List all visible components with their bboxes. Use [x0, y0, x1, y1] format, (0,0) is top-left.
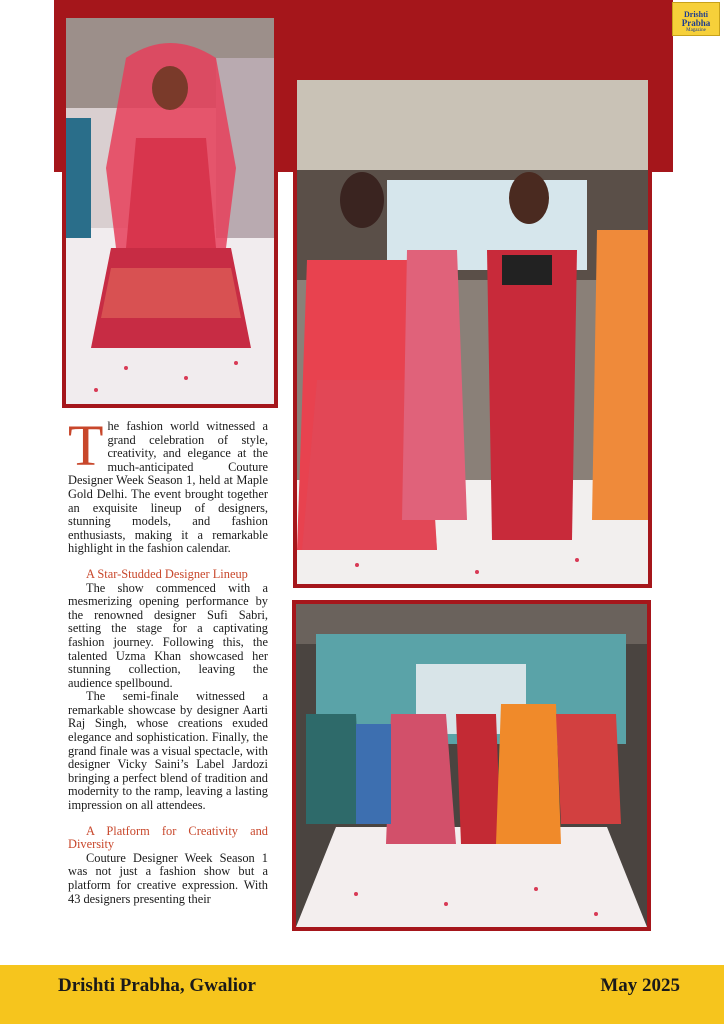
section-heading-platform: A Platform for Creativity and Diversity: [68, 823, 268, 852]
lineup-paragraph-1: The show commenced with a mesmerizing opening performance by the renowned designer Sufi Sabri, setting the stage for a captivating fashion journey. Following this, the talented Uzma Khan showcased her stunning collection, leaving the audience spellbound.: [68, 580, 268, 690]
section-heading-lineup: A Star-Studded Designer Lineup: [86, 566, 248, 581]
platform-paragraph-1: Couture Designer Week Season 1 was not just a fashion show but a platform for creative expression. With 43 designers presenting their: [68, 850, 268, 906]
magazine-logo: [672, 2, 720, 36]
intro-paragraph: [68, 413, 268, 556]
photo-finale-walk: [292, 600, 651, 931]
lineup-paragraph-2: The semi-finale witnessed a remarkable showcase by designer Aarti Raj Singh, whose creations exuded elegance and sophistication. Finally, the grand finale was a visual spectacle, with designer Vicky Saini’s Label Jardozi bringing a perfect blend of tradition and modernity to the ramp, leaving a lasting impression on all attendees.: [68, 689, 268, 813]
footer-issue-date: May 2025: [600, 975, 680, 996]
intro-text: he fashion world witnessed a grand celebration of style, creativity, and elegance at the much-anticipated Couture Designer Week Season 1, held at Maple Gold Delhi. The event brought together an exquisite lineup of designers, stunning models, and fashion enthusiasts, making it a remarkable highlight in the fashion calendar.: [68, 419, 268, 556]
photo-bride-veil: [62, 14, 278, 408]
drop-cap: T: [68, 413, 104, 478]
article-body: [68, 413, 268, 906]
logo-line2: Prabha: [681, 18, 711, 28]
photo-ramp-models: [293, 76, 652, 588]
logo-line3: Magazine: [686, 28, 706, 33]
footer-bar: [0, 965, 724, 1024]
footer-publication: Drishti Prabha, Gwalior: [58, 975, 256, 996]
logo-line1: Drishti: [684, 10, 708, 19]
